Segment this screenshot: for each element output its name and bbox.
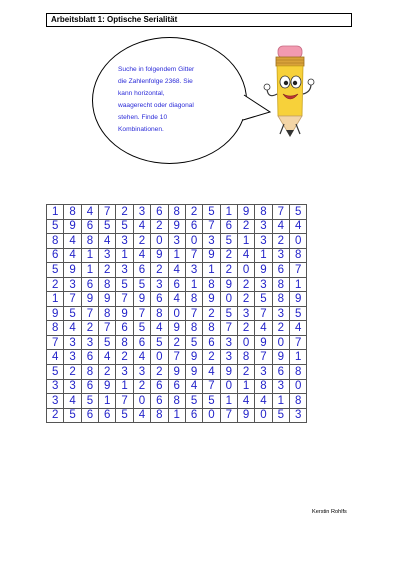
grid-cell: 5 — [99, 219, 116, 234]
grid-cell: 5 — [133, 321, 150, 336]
grid-cell: 6 — [47, 248, 64, 263]
grid-cell: 3 — [203, 234, 220, 249]
grid-cell: 5 — [185, 394, 202, 409]
grid-cell: 2 — [203, 306, 220, 321]
grid-cell: 2 — [272, 234, 289, 249]
grid-cell: 0 — [185, 234, 202, 249]
grid-cell: 1 — [290, 350, 307, 365]
grid-cell: 1 — [185, 277, 202, 292]
grid-cell: 9 — [81, 292, 98, 307]
grid-cell: 5 — [116, 277, 133, 292]
grid-cell: 4 — [133, 248, 150, 263]
grid-cell: 4 — [168, 292, 185, 307]
grid-row — [47, 306, 307, 321]
grid-cell: 4 — [255, 321, 272, 336]
grid-cell: 7 — [133, 306, 150, 321]
grid-cell: 4 — [237, 248, 254, 263]
grid-cell: 5 — [47, 219, 64, 234]
grid-cell: 3 — [151, 277, 168, 292]
grid-cell: 2 — [133, 379, 150, 394]
grid-cell: 0 — [272, 335, 289, 350]
grid-cell: 8 — [203, 321, 220, 336]
grid-cell: 9 — [64, 263, 81, 278]
grid-cell: 5 — [64, 306, 81, 321]
grid-cell: 3 — [185, 263, 202, 278]
grid-cell: 0 — [168, 306, 185, 321]
grid-cell: 6 — [133, 335, 150, 350]
grid-cell: 5 — [151, 335, 168, 350]
grid-cell: 0 — [220, 292, 237, 307]
grid-cell: 3 — [272, 306, 289, 321]
grid-cell: 1 — [290, 277, 307, 292]
grid-cell: 3 — [272, 379, 289, 394]
grid-cell: 1 — [237, 379, 254, 394]
grid-cell: 9 — [237, 408, 254, 423]
grid-cell: 1 — [168, 408, 185, 423]
grid-cell: 4 — [133, 408, 150, 423]
grid-cell: 2 — [237, 292, 254, 307]
grid-row — [47, 292, 307, 307]
grid-cell: 7 — [255, 306, 272, 321]
grid-cell: 7 — [185, 248, 202, 263]
grid-cell: 4 — [99, 234, 116, 249]
grid-row — [47, 335, 307, 350]
grid-cell: 9 — [168, 365, 185, 380]
grid-cell: 8 — [272, 277, 289, 292]
grid-cell: 6 — [185, 219, 202, 234]
grid-cell: 6 — [168, 277, 185, 292]
instruction-text — [118, 64, 222, 136]
grid-cell: 3 — [116, 263, 133, 278]
grid-cell: 3 — [64, 350, 81, 365]
grid-cell: 9 — [220, 277, 237, 292]
grid-cell: 9 — [255, 335, 272, 350]
grid-cell: 7 — [203, 379, 220, 394]
grid-cell: 4 — [272, 219, 289, 234]
grid-cell: 2 — [116, 350, 133, 365]
instruction-line: stehen. Finde 10 — [118, 114, 168, 121]
grid-cell: 7 — [64, 292, 81, 307]
grid-cell: 3 — [133, 365, 150, 380]
grid-cell: 3 — [290, 408, 307, 423]
grid-cell: 2 — [185, 205, 202, 220]
grid-cell: 2 — [151, 219, 168, 234]
grid-row — [47, 277, 307, 292]
grid-cell: 5 — [64, 408, 81, 423]
grid-cell: 4 — [81, 205, 98, 220]
grid-cell: 4 — [133, 350, 150, 365]
grid-cell: 0 — [255, 408, 272, 423]
grid-cell: 1 — [99, 394, 116, 409]
grid-cell: 6 — [203, 335, 220, 350]
grid-cell: 0 — [151, 234, 168, 249]
grid-cell: 5 — [220, 234, 237, 249]
grid-cell: 1 — [168, 248, 185, 263]
grid-cell: 8 — [185, 292, 202, 307]
number-grid — [46, 204, 307, 423]
grid-cell: 3 — [220, 335, 237, 350]
grid-cell: 8 — [237, 350, 254, 365]
grid-cell: 2 — [116, 205, 133, 220]
grid-row — [47, 263, 307, 278]
grid-cell: 8 — [272, 292, 289, 307]
grid-cell: 2 — [47, 408, 64, 423]
grid-cell: 7 — [81, 306, 98, 321]
grid-cell: 2 — [168, 335, 185, 350]
grid-cell: 6 — [151, 292, 168, 307]
grid-cell: 3 — [47, 379, 64, 394]
grid-cell: 2 — [237, 277, 254, 292]
grid-cell: 7 — [272, 205, 289, 220]
grid-cell: 7 — [290, 335, 307, 350]
grid-cell: 0 — [237, 335, 254, 350]
instruction-line: Suche in folgendem Gitter — [118, 66, 195, 73]
grid-cell: 3 — [220, 350, 237, 365]
grid-cell: 0 — [133, 394, 150, 409]
grid-cell: 9 — [47, 306, 64, 321]
instruction-line: kann horizontal, — [118, 90, 165, 97]
grid-cell: 8 — [290, 365, 307, 380]
grid-row — [47, 379, 307, 394]
grid-cell: 9 — [255, 263, 272, 278]
grid-cell: 7 — [220, 321, 237, 336]
grid-cell: 5 — [81, 394, 98, 409]
grid-cell: 2 — [64, 365, 81, 380]
grid-cell: 1 — [81, 263, 98, 278]
grid-cell: 1 — [220, 394, 237, 409]
grid-cell: 8 — [116, 335, 133, 350]
grid-cell: 5 — [290, 205, 307, 220]
grid-cell: 9 — [290, 292, 307, 307]
grid-cell: 9 — [237, 205, 254, 220]
grid-row — [47, 219, 307, 234]
grid-cell: 4 — [133, 219, 150, 234]
grid-cell: 2 — [47, 277, 64, 292]
grid-cell: 7 — [185, 306, 202, 321]
grid-cell: 3 — [255, 234, 272, 249]
grid-cell: 1 — [81, 248, 98, 263]
grid-cell: 4 — [255, 394, 272, 409]
grid-cell: 3 — [272, 248, 289, 263]
grid-cell: 1 — [116, 248, 133, 263]
grid-cell: 1 — [47, 205, 64, 220]
grid-cell: 4 — [47, 350, 64, 365]
grid-row — [47, 234, 307, 249]
grid-cell: 4 — [151, 321, 168, 336]
grid-cell: 9 — [203, 292, 220, 307]
grid-row — [47, 205, 307, 220]
grid-cell: 9 — [203, 248, 220, 263]
grid-cell: 5 — [272, 408, 289, 423]
grid-cell: 2 — [151, 365, 168, 380]
grid-cell: 7 — [290, 263, 307, 278]
grid-cell: 4 — [237, 394, 254, 409]
grid-cell: 3 — [237, 306, 254, 321]
grid-cell: 5 — [220, 306, 237, 321]
grid-cell: 6 — [272, 263, 289, 278]
grid-cell: 6 — [81, 219, 98, 234]
grid-cell: 6 — [185, 408, 202, 423]
grid-cell: 5 — [185, 335, 202, 350]
grid-cell: 8 — [99, 306, 116, 321]
grid-cell: 3 — [99, 248, 116, 263]
grid-cell: 0 — [220, 379, 237, 394]
grid-cell: 8 — [168, 205, 185, 220]
grid-cell: 9 — [168, 321, 185, 336]
grid-cell: 3 — [116, 234, 133, 249]
grid-cell: 1 — [220, 205, 237, 220]
grid-cell: 1 — [237, 234, 254, 249]
grid-cell: 5 — [116, 408, 133, 423]
grid-cell: 7 — [116, 292, 133, 307]
grid-cell: 4 — [64, 321, 81, 336]
grid-cell: 1 — [116, 379, 133, 394]
grid-row — [47, 408, 307, 423]
grid-cell: 5 — [133, 277, 150, 292]
grid-cell: 8 — [151, 306, 168, 321]
grid-cell: 6 — [81, 277, 98, 292]
grid-cell: 5 — [203, 394, 220, 409]
grid-cell: 6 — [272, 365, 289, 380]
grid-cell: 8 — [185, 321, 202, 336]
grid-cell: 0 — [203, 408, 220, 423]
grid-cell: 4 — [168, 263, 185, 278]
grid-row — [47, 365, 307, 380]
grid-cell: 3 — [81, 335, 98, 350]
grid-cell: 3 — [47, 394, 64, 409]
grid-cell: 9 — [151, 248, 168, 263]
grid-cell: 2 — [133, 234, 150, 249]
grid-cell: 2 — [99, 263, 116, 278]
grid-cell: 6 — [133, 263, 150, 278]
grid-cell: 8 — [168, 394, 185, 409]
grid-cell: 8 — [203, 277, 220, 292]
grid-cell: 6 — [151, 205, 168, 220]
grid-cell: 4 — [185, 379, 202, 394]
grid-row — [47, 321, 307, 336]
grid-cell: 2 — [220, 263, 237, 278]
grid-cell: 6 — [151, 394, 168, 409]
grid-cell: 3 — [64, 277, 81, 292]
grid-cell: 9 — [185, 365, 202, 380]
grid-cell: 5 — [99, 335, 116, 350]
grid-cell: 3 — [168, 234, 185, 249]
grid-cell: 1 — [47, 292, 64, 307]
grid-cell: 1 — [203, 263, 220, 278]
grid-cell: 6 — [99, 408, 116, 423]
grid-cell: 6 — [81, 379, 98, 394]
author-name: Kerstin Rohlfs — [312, 509, 347, 515]
grid-cell: 4 — [203, 365, 220, 380]
grid-cell: 0 — [290, 234, 307, 249]
grid-cell: 8 — [81, 365, 98, 380]
grid-cell: 3 — [255, 219, 272, 234]
grid-cell: 7 — [255, 350, 272, 365]
grid-cell: 7 — [168, 350, 185, 365]
grid-cell: 8 — [255, 379, 272, 394]
grid-cell: 8 — [151, 408, 168, 423]
grid-cell: 6 — [81, 408, 98, 423]
grid-cell: 7 — [47, 335, 64, 350]
grid-cell: 4 — [64, 234, 81, 249]
grid-cell: 2 — [203, 350, 220, 365]
grid-cell: 6 — [220, 219, 237, 234]
grid-cell: 5 — [47, 365, 64, 380]
grid-row — [47, 350, 307, 365]
grid-cell: 4 — [64, 248, 81, 263]
pencil-mascot-icon — [258, 44, 316, 144]
grid-cell: 6 — [116, 321, 133, 336]
instruction-line: Kombinationen. — [118, 126, 164, 133]
grid-cell: 1 — [255, 248, 272, 263]
grid-cell: 9 — [220, 365, 237, 380]
grid-cell: 7 — [99, 321, 116, 336]
grid-cell: 5 — [203, 205, 220, 220]
grid-cell: 5 — [290, 306, 307, 321]
grid-cell: 3 — [64, 335, 81, 350]
grid-cell: 7 — [220, 408, 237, 423]
grid-cell: 3 — [64, 379, 81, 394]
grid-cell: 5 — [47, 263, 64, 278]
grid-cell: 9 — [116, 306, 133, 321]
instruction-line: die Zahlenfolge 2368. Sie — [118, 78, 193, 85]
grid-row — [47, 248, 307, 263]
grid-cell: 4 — [64, 394, 81, 409]
grid-cell: 8 — [47, 234, 64, 249]
grid-cell: 9 — [133, 292, 150, 307]
grid-cell: 5 — [116, 219, 133, 234]
grid-cell: 7 — [99, 205, 116, 220]
grid-cell: 2 — [237, 219, 254, 234]
grid-cell: 2 — [237, 365, 254, 380]
grid-cell: 9 — [99, 379, 116, 394]
grid-cell: 5 — [255, 292, 272, 307]
grid-cell: 9 — [99, 292, 116, 307]
grid-cell: 4 — [290, 321, 307, 336]
grid-cell: 3 — [133, 205, 150, 220]
grid-cell: 3 — [255, 277, 272, 292]
grid-cell: 8 — [290, 394, 307, 409]
grid-cell: 2 — [272, 321, 289, 336]
grid-cell: 8 — [290, 248, 307, 263]
grid-row — [47, 394, 307, 409]
grid-cell: 8 — [64, 205, 81, 220]
grid-cell: 2 — [81, 321, 98, 336]
grid-cell: 8 — [255, 205, 272, 220]
grid-cell: 0 — [290, 379, 307, 394]
grid-cell: 9 — [168, 219, 185, 234]
grid-cell: 9 — [64, 219, 81, 234]
grid-cell: 0 — [237, 263, 254, 278]
grid-cell: 7 — [116, 394, 133, 409]
grid-cell: 8 — [47, 321, 64, 336]
grid-cell: 6 — [168, 379, 185, 394]
worksheet-title: Arbeitsblatt 1: Optische Serialität — [46, 13, 352, 27]
grid-cell: 9 — [272, 350, 289, 365]
instruction-line: waagerecht oder diagonal — [118, 102, 194, 109]
grid-cell: 0 — [151, 350, 168, 365]
grid-cell: 9 — [185, 350, 202, 365]
grid-cell: 1 — [272, 394, 289, 409]
grid-cell: 4 — [290, 219, 307, 234]
grid-cell: 2 — [220, 248, 237, 263]
grid-cell: 6 — [81, 350, 98, 365]
grid-cell: 6 — [151, 379, 168, 394]
grid-cell: 7 — [203, 219, 220, 234]
grid-cell: 8 — [81, 234, 98, 249]
grid-cell: 8 — [99, 277, 116, 292]
grid-cell: 3 — [116, 365, 133, 380]
grid-cell: 2 — [237, 321, 254, 336]
grid-cell: 4 — [99, 350, 116, 365]
grid-cell: 3 — [255, 365, 272, 380]
grid-cell: 2 — [99, 365, 116, 380]
grid-cell: 2 — [151, 263, 168, 278]
